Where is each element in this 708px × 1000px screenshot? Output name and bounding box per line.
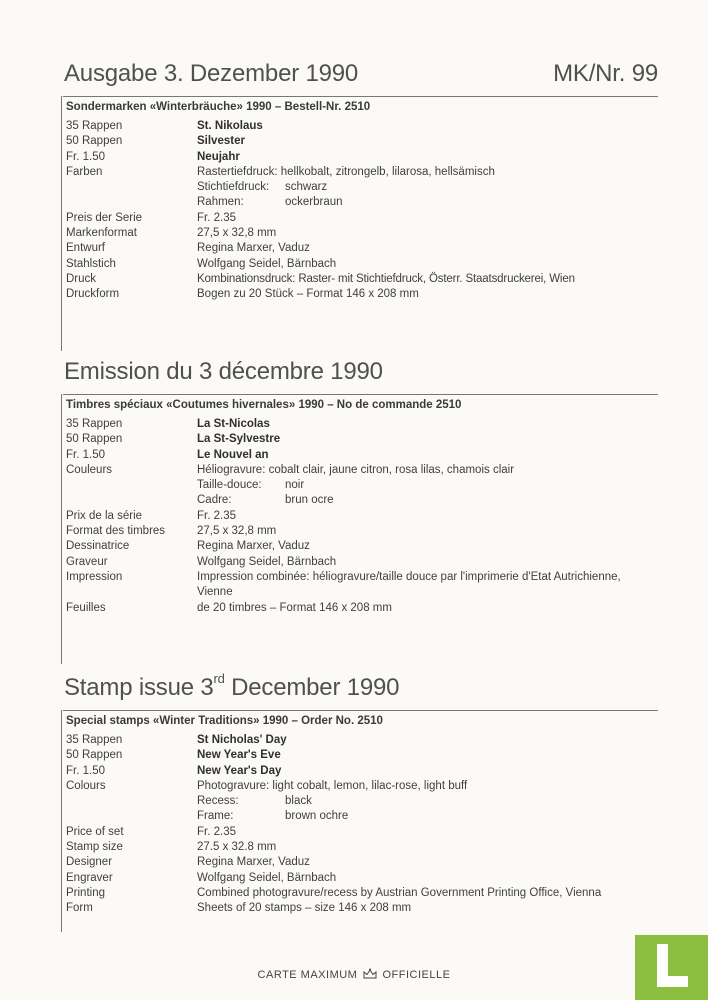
row-value: Sheets of 20 stamps – size 146 x 208 mm — [197, 902, 412, 915]
detail-row — [66, 764, 658, 779]
sub-label: Cadre: — [197, 494, 232, 507]
detail-row — [66, 524, 658, 539]
row-label: Markenformat — [66, 227, 137, 240]
row-value: Regina Marxer, Vaduz — [197, 540, 310, 553]
detail-row — [66, 779, 658, 794]
row-value: Impression combinée: héliogravure/taille douce par l'imprimerie d'Etat Autrichienne, Vienne — [197, 570, 621, 599]
detail-row — [66, 871, 658, 886]
row-label: Couleurs — [66, 463, 113, 476]
logo-letter-l-foot — [657, 976, 688, 987]
footer-right-text: OFFICIELLE — [382, 969, 451, 981]
divider — [63, 710, 658, 711]
detail-row — [66, 272, 658, 287]
detail-row — [66, 901, 658, 916]
divider — [63, 394, 658, 395]
detail-row — [66, 840, 658, 855]
row-value: Regina Marxer, Vaduz — [197, 856, 310, 869]
brand-logo — [635, 935, 708, 1000]
row-label: Colours — [66, 779, 106, 792]
row-value: Rastertiefdruck: hellkobalt, zitrongelb, lilarosa, hellsämisch — [197, 165, 495, 178]
sub-value: schwarz — [285, 181, 328, 194]
row-value: 27,5 x 32,8 mm — [197, 227, 277, 240]
detail-row — [66, 432, 658, 447]
row-label: Printing — [66, 886, 105, 899]
detail-row — [66, 570, 658, 601]
detail-row — [66, 509, 658, 524]
row-label: Fr. 1.50 — [66, 448, 105, 461]
detail-row — [66, 886, 658, 901]
sub-value: brown ochre — [285, 810, 349, 823]
heading-french: Emission du 3 décembre 1990 — [64, 358, 383, 385]
detail-row — [66, 211, 658, 226]
row-label: 50 Rappen — [66, 749, 123, 762]
section-french — [64, 358, 658, 616]
heading-german: Ausgabe 3. Dezember 1990 — [64, 60, 359, 87]
row-value: La St-Nicolas — [197, 418, 270, 430]
row-value: 27.5 x 32.8 mm — [197, 841, 277, 854]
details-box-german — [64, 96, 658, 303]
row-value: Combined photogravure/recess by Austrian Government Printing Office, Vienna — [197, 886, 602, 899]
row-value: St Nicholas' Day — [197, 734, 287, 746]
detail-row — [66, 855, 658, 870]
detail-row — [66, 226, 658, 241]
row-value: 27,5 x 32,8 mm — [197, 525, 277, 538]
row-label: 50 Rappen — [66, 433, 123, 446]
row-label: 50 Rappen — [66, 135, 123, 148]
detail-sub-row — [66, 794, 658, 809]
divider — [61, 710, 62, 932]
detail-row — [66, 733, 658, 748]
sub-value: ockerbraun — [285, 196, 343, 209]
row-value: New Year's Eve — [197, 749, 281, 762]
divider — [61, 394, 62, 664]
row-value: Héliogravure: cobalt clair, jaune citron, rosa lilas, chamois clair — [197, 463, 515, 476]
mk-number: MK/Nr. 99 — [553, 60, 658, 87]
row-value: Wolfgang Seidel, Bärnbach — [197, 555, 337, 568]
row-label: Dessinatrice — [66, 540, 130, 553]
row-label: Designer — [66, 856, 113, 869]
subtitle-english: Special stamps «Winter Traditions» 1990 – Order No. 2510 — [66, 715, 383, 727]
divider — [61, 96, 62, 351]
sub-value: black — [285, 795, 312, 808]
row-label: Graveur — [66, 555, 108, 568]
details-box-english — [64, 710, 658, 917]
row-value: Bogen zu 20 Stück – Format 146 x 208 mm — [197, 288, 419, 301]
row-value: Fr. 2.35 — [197, 825, 236, 838]
detail-row — [66, 134, 658, 149]
detail-row — [66, 448, 658, 463]
row-value: Silvester — [197, 135, 245, 148]
row-label: 35 Rappen — [66, 734, 123, 746]
detail-row — [66, 165, 658, 180]
section-header — [64, 358, 658, 386]
section-english — [64, 671, 658, 917]
row-label: Feuilles — [66, 601, 106, 614]
row-label: Form — [66, 902, 93, 915]
sub-label: Taille-douce: — [197, 479, 262, 492]
row-value: Neujahr — [197, 150, 240, 163]
detail-row — [66, 241, 658, 256]
sub-label: Stichtiefdruck: — [197, 181, 270, 194]
row-label: Price of set — [66, 825, 124, 838]
row-value: de 20 timbres – Format 146 x 208 mm — [197, 601, 392, 614]
sub-value: noir — [285, 479, 305, 492]
sub-label: Recess: — [197, 795, 239, 808]
row-label: Druck — [66, 272, 97, 285]
detail-sub-row — [66, 478, 658, 493]
row-value: Regina Marxer, Vaduz — [197, 242, 310, 255]
detail-row — [66, 748, 658, 763]
row-label: Preis der Serie — [66, 211, 143, 224]
section-header — [64, 60, 658, 88]
row-value: Fr. 2.35 — [197, 509, 236, 522]
detail-row — [66, 119, 658, 134]
detail-row — [66, 825, 658, 840]
row-value: Le Nouvel an — [197, 448, 269, 461]
subtitle-french: Timbres spéciaux «Coutumes hivernales» 1990 – No de commande 2510 — [66, 399, 462, 411]
row-value: Photogravure: light cobalt, lemon, lilac-rose, light buff — [197, 779, 468, 792]
row-value: Wolfgang Seidel, Bärnbach — [197, 871, 337, 884]
heading-english: Stamp issue 3rd December 1990 — [64, 671, 400, 701]
footer-left-text: CARTE MAXIMUM — [257, 969, 358, 981]
detail-sub-row — [66, 180, 658, 195]
row-label: Prix de la série — [66, 509, 143, 522]
detail-row — [66, 287, 658, 302]
detail-row — [66, 555, 658, 570]
section-german — [64, 60, 658, 303]
row-value: Wolfgang Seidel, Bärnbach — [197, 257, 337, 270]
detail-sub-row — [66, 195, 658, 210]
detail-row — [66, 463, 658, 478]
row-label: Format des timbres — [66, 525, 166, 538]
sub-label: Frame: — [197, 810, 234, 823]
row-value: New Year's Day — [197, 764, 282, 777]
detail-row — [66, 417, 658, 432]
crown-icon — [363, 968, 377, 980]
detail-row — [66, 539, 658, 554]
detail-sub-row — [66, 809, 658, 824]
detail-sub-row — [66, 493, 658, 508]
footer — [0, 968, 708, 981]
row-label: Fr. 1.50 — [66, 764, 105, 777]
divider — [63, 96, 658, 97]
row-value: La St-Sylvestre — [197, 433, 281, 446]
row-label: Impression — [66, 570, 123, 583]
row-label: 35 Rappen — [66, 120, 123, 132]
detail-row — [66, 601, 658, 616]
row-label: Entwurf — [66, 242, 105, 255]
row-value: Kombinationsdruck: Raster- mit Stichtiefdruck, Österr. Staatsdruckerei, Wien — [197, 272, 575, 285]
section-header — [64, 671, 658, 702]
row-value: Fr. 2.35 — [197, 211, 236, 224]
row-value: St. Nikolaus — [197, 120, 263, 132]
detail-row — [66, 150, 658, 165]
row-label: Engraver — [66, 871, 113, 884]
details-box-french — [64, 394, 658, 616]
row-label: Fr. 1.50 — [66, 150, 105, 163]
sub-value: brun ocre — [285, 494, 334, 507]
row-label: 35 Rappen — [66, 418, 123, 430]
row-label: Stahlstich — [66, 257, 116, 270]
row-label: Stamp size — [66, 841, 123, 854]
sub-label: Rahmen: — [197, 196, 244, 209]
subtitle-german: Sondermarken «Winterbräuche» 1990 – Bestell-Nr. 2510 — [66, 101, 371, 113]
row-label: Farben — [66, 165, 103, 178]
detail-row — [66, 257, 658, 272]
row-label: Druckform — [66, 288, 120, 301]
